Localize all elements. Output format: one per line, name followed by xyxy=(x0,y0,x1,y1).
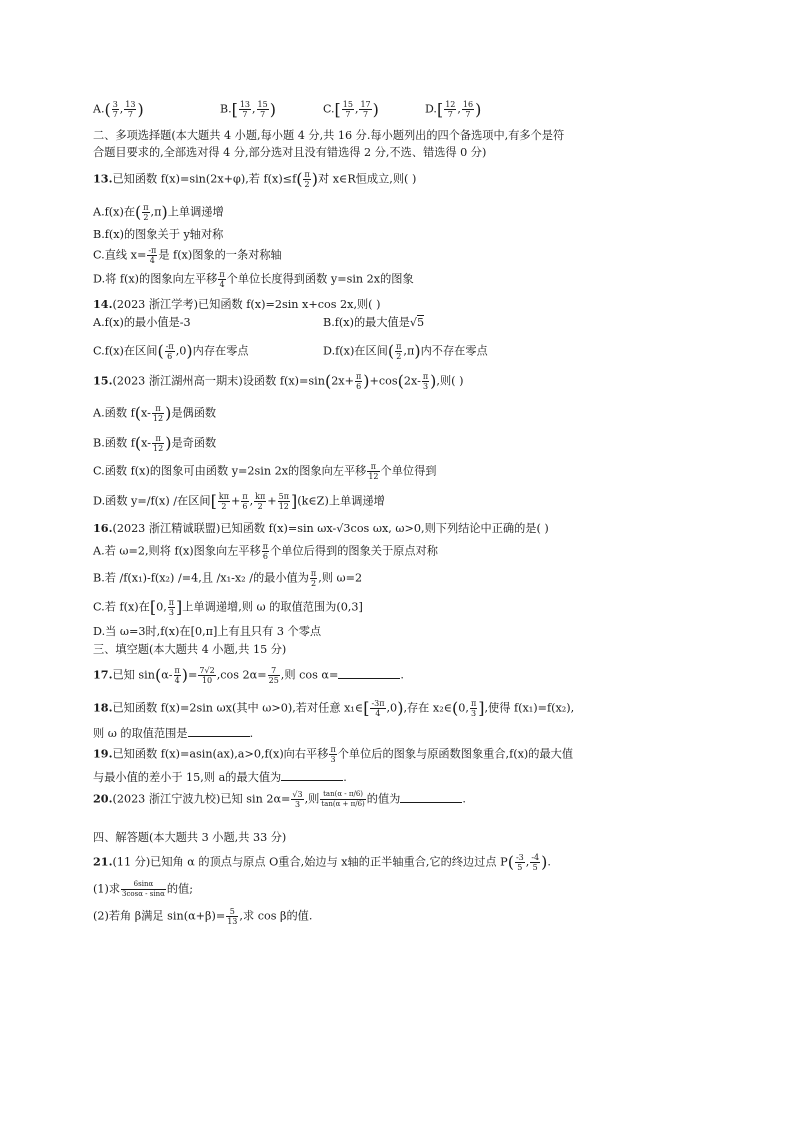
question-20: 20.(2023 浙江宁波九校)已知 sin 2α= $\frac{√3}{3}$ ,则 $\frac{\tan(\alpha - \pi/6)}{\tan(\alpha + \pi/6)}$ 的值为 . xyxy=(93,790,466,809)
question-14-option-b: B.f(x)的最大值是√5 xyxy=(323,316,425,329)
question-13-option-d: D.将 f(x)的图象向左平移 $\frac{\pi}{4}$ 个单位长度得到函数 y=sin 2x的图象 xyxy=(93,270,414,289)
question-19: 19.已知函数 f(x)=asin(ax),a>0,f(x)向右平移 $\frac{\pi}{3}$ 个单位后的图象与原函数图象重合,f(x)的最大值 xyxy=(93,745,574,764)
choice-c: C.[ $\frac{15}{7}$ , $\frac{17}{7}$ ) xyxy=(323,100,379,119)
question-18-cont: 则 ω 的取值范围是 . xyxy=(93,727,254,740)
choice-a: A.( $\frac{3}{7}$ , $\frac{13}{7}$ ) xyxy=(93,100,144,119)
question-14-stem: 14.(2023 浙江学考)已知函数 f(x)=2sin x+cos 2x,则( ) xyxy=(93,297,381,311)
section-heading-answer: 四、解答题(本大题共 3 小题,共 33 分) xyxy=(93,831,287,844)
section-heading-multi-cont: 合题目要求的,全部选对得 4 分,部分选对且没有错选得 2 分,不选、错选得 0 分) xyxy=(93,146,487,159)
question-16-stem: 16.(2023 浙江精诚联盟)已知函数 f(x)=sin ωx-√3cos ωx, ω>0,则下列结论中正确的是( ) xyxy=(93,521,549,535)
answer-blank-20[interactable] xyxy=(400,792,462,803)
question-21-part-2: (2)若角 β满足 sin(α+β)= $\frac{5}{13}$ ,求 cos β的值. xyxy=(93,907,313,926)
question-21-part-1: (1)求 $\frac{6\sin\alpha}{3\cos\alpha - \sin\alpha}$ 的值; xyxy=(93,880,193,898)
question-14-option-d: D.f(x)在区间( $\frac{\pi}{2}$ ,π)内不存在零点 xyxy=(323,341,488,361)
question-13-option-b: B.f(x)的图象关于 y轴对称 xyxy=(93,228,224,241)
question-14-option-a: A.f(x)的最小值是-3 xyxy=(93,316,191,329)
question-19-cont: 与最小值的差小于 15,则 a的最大值为 . xyxy=(93,771,347,784)
question-17: 17.已知 sin(α- $\frac{\pi}{4}$ )= $\frac{7√2}{10}$ ,cos 2α= $\frac{7}{25}$ ,则 cos α= . xyxy=(93,665,404,685)
question-15-stem: 15.(2023 浙江湖州高一期末)设函数 f(x)=sin(2x+ $\frac{\pi}{6}$ )+cos(2x- $\frac{\pi}{3}$ ),则( ) xyxy=(93,371,464,391)
question-16-option-d: D.当 ω=3时,f(x)在[0,π]上有且只有 3 个零点 xyxy=(93,625,322,638)
question-16-option-b: B.若 /f(x₁)-f(x₂) /=4,且 /x₁-x₂ /的最小值为 $\frac{\pi}{2}$ ,则 ω=2 xyxy=(93,569,363,588)
answer-blank-17[interactable] xyxy=(338,668,400,679)
question-13-option-a: A.f(x)在( $\frac{\pi}{2}$ ,π)上单调递增 xyxy=(93,202,224,222)
choice-d: D.[ $\frac{12}{7}$ , $\frac{16}{7}$ ) xyxy=(425,100,482,119)
question-16-option-c: C.若 f(x)在[0, $\frac{\pi}{3}$ ]上单调递增,则 ω 的取值范围为(0,3] xyxy=(93,597,363,617)
question-15-option-b: B.函数 f(x- $\frac{\pi}{12}$ )是奇函数 xyxy=(93,433,217,453)
answer-blank-19[interactable] xyxy=(281,770,343,781)
question-13-option-c: C.直线 x= $\frac{-\pi}{4}$ 是 f(x)图象的一条对称轴 xyxy=(93,246,282,265)
question-14-option-c: C.f(x)在区间( $\frac{-\pi}{6}$ ,0)内存在零点 xyxy=(93,341,249,361)
question-15-option-a: A.函数 f(x- $\frac{\pi}{12}$ )是偶函数 xyxy=(93,403,217,423)
question-21-stem: 21.(11 分)已知角 α 的顶点与原点 O重合,始边与 x轴的正半轴重合,它的终边过点 P( $\frac{-3}{5}$ , $\frac{-4}{5}$ ). xyxy=(93,852,551,872)
section-heading-multi: 二、多项选择题(本大题共 4 小题,每小题 4 分,共 16 分.每小题列出的四个备选项中,有多个是符 xyxy=(93,129,565,142)
question-18: 18.已知函数 f(x)=2sin ωx(其中 ω>0),若对任意 x₁∈[ $\frac{-3\pi}{4}$ ,0),存在 x₂∈(0, $\frac{\pi}{3}$ ],使得 f(x₁)=f(x₂), xyxy=(93,698,575,718)
question-15-option-c: C.函数 f(x)的图象可由函数 y=2sin 2x的图象向左平移 $\frac{\pi}{12}$ 个单位得到 xyxy=(93,462,437,481)
choice-b: B.[ $\frac{13}{7}$ , $\frac{15}{7}$ ) xyxy=(220,100,276,119)
question-15-option-d: D.函数 y=/f(x) /在区间[ $\frac{k\pi}{2}$ + $\frac{\pi}{6}$ , $\frac{k\pi}{2}$ + $\frac{5\pi}{12}$ ](k∈Z)上单调递增 xyxy=(93,491,385,511)
section-heading-fill: 三、填空题(本大题共 4 小题,共 15 分) xyxy=(93,643,287,656)
question-13-stem: 13.已知函数 f(x)=sin(2x+φ),若 f(x)≤f( $\frac{\pi}{2}$ )对 x∈R恒成立,则( ) xyxy=(93,169,417,189)
answer-blank-18[interactable] xyxy=(188,726,250,737)
question-16-option-a: A.若 ω=2,则将 f(x)图象向左平移 $\frac{\pi}{6}$ 个单位后得到的图象关于原点对称 xyxy=(93,542,438,561)
